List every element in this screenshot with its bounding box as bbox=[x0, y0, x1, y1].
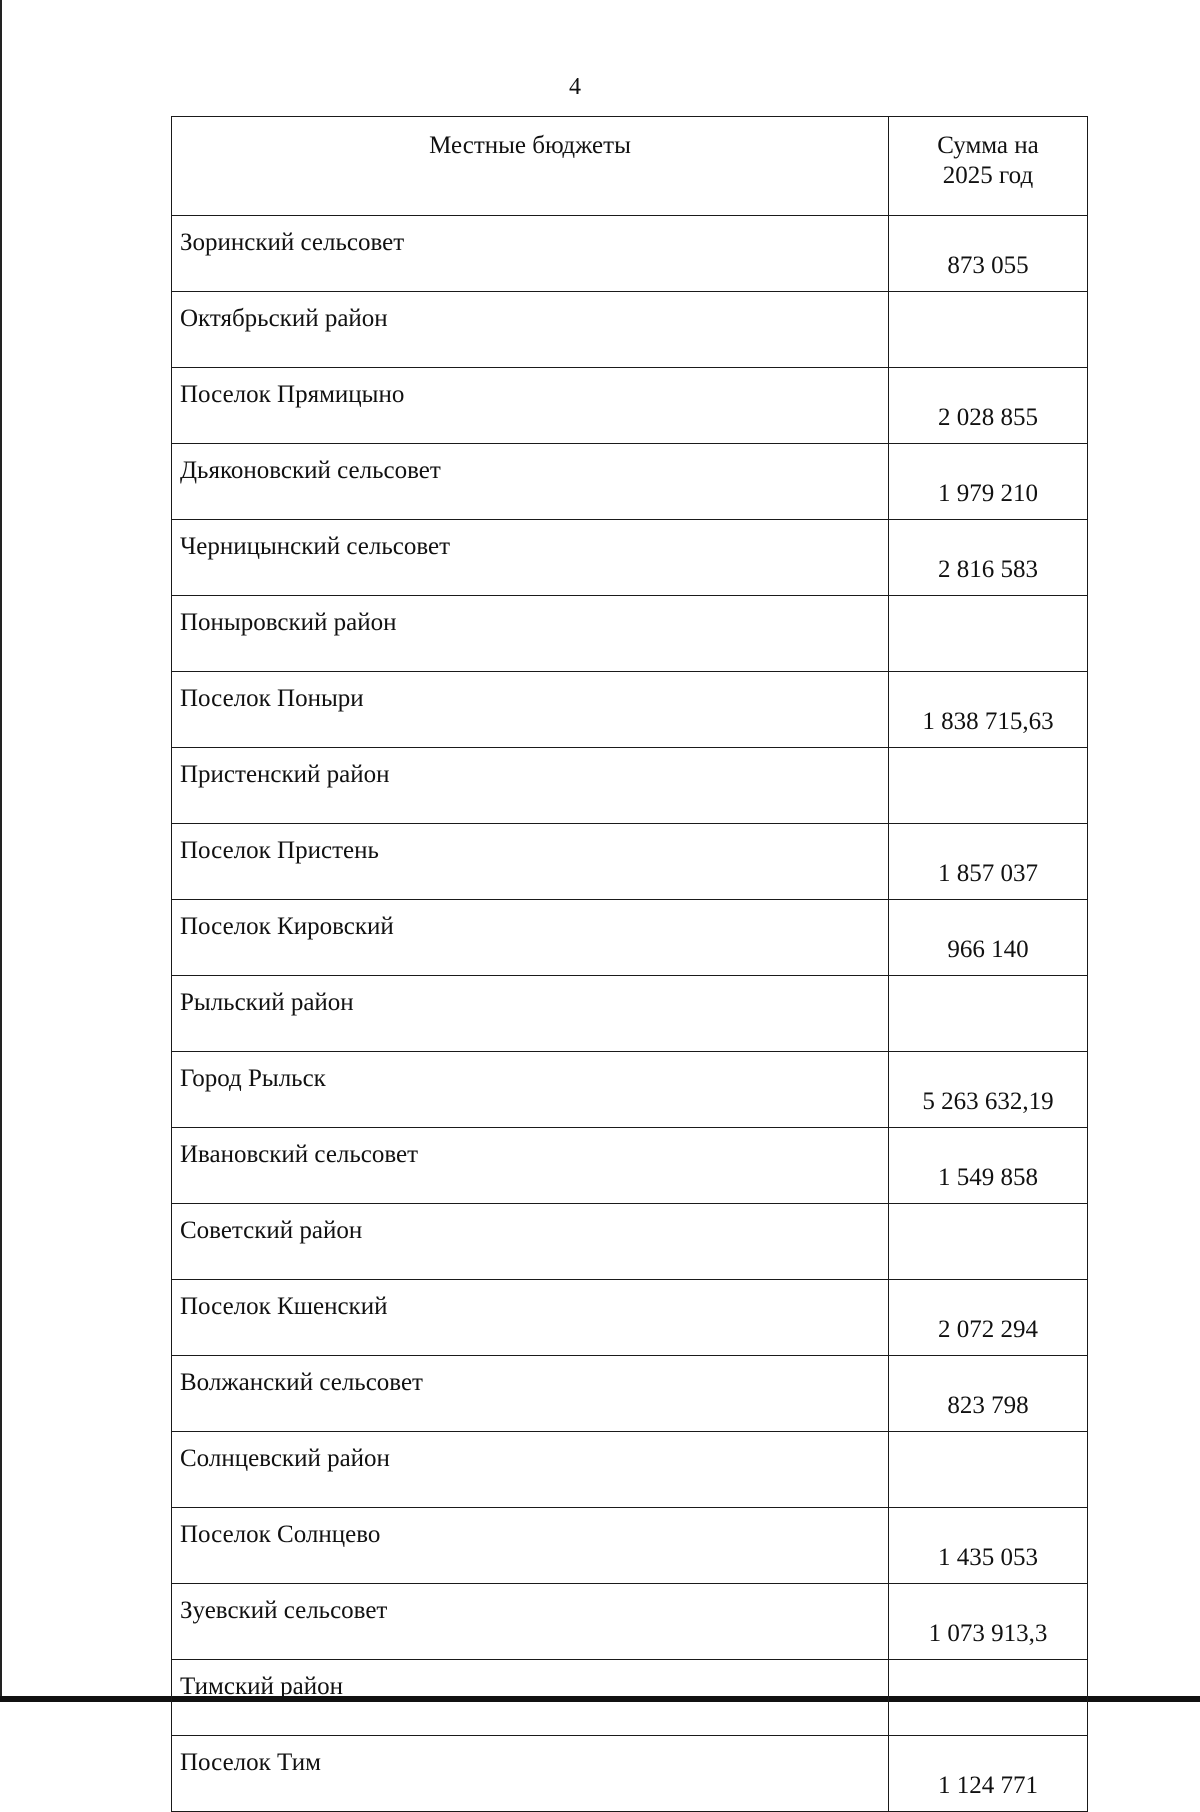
table-row bbox=[172, 900, 1088, 976]
row-sum: 1 838 715,63 bbox=[889, 672, 1088, 748]
row-sum bbox=[889, 1660, 1088, 1736]
row-sum bbox=[889, 292, 1088, 368]
row-name: Поселок Тим bbox=[172, 1736, 889, 1812]
table-row bbox=[172, 672, 1088, 748]
row-sum: 5 263 632,19 bbox=[889, 1052, 1088, 1128]
row-sum: 1 549 858 bbox=[889, 1128, 1088, 1204]
row-sum: 1 857 037 bbox=[889, 824, 1088, 900]
row-sum: 2 816 583 bbox=[889, 520, 1088, 596]
row-sum bbox=[889, 1204, 1088, 1280]
table-row bbox=[172, 976, 1088, 1052]
table-row bbox=[172, 292, 1088, 368]
table-row bbox=[172, 748, 1088, 824]
table-row bbox=[172, 1356, 1088, 1432]
table-row bbox=[172, 216, 1088, 292]
header-sum-line1: Сумма на bbox=[937, 132, 1039, 159]
row-name: Ивановский сельсовет bbox=[172, 1128, 889, 1204]
row-name: Волжанский сельсовет bbox=[172, 1356, 889, 1432]
row-sum: 966 140 bbox=[889, 900, 1088, 976]
row-name: Зоринский сельсовет bbox=[172, 216, 889, 292]
row-sum: 2 072 294 bbox=[889, 1280, 1088, 1356]
row-sum bbox=[889, 976, 1088, 1052]
table-row bbox=[172, 1052, 1088, 1128]
table-row bbox=[172, 1584, 1088, 1660]
row-sum: 1 073 913,3 bbox=[889, 1584, 1088, 1660]
scan-edge-left bbox=[0, 0, 2, 1702]
header-sum-line2: 2025 год bbox=[942, 162, 1034, 189]
row-name: Рыльский район bbox=[172, 976, 889, 1052]
row-name: Поселок Кировский bbox=[172, 900, 889, 976]
page-number: 4 bbox=[569, 74, 581, 100]
row-sum: 1 435 053 bbox=[889, 1508, 1088, 1584]
row-name: Солнцевский район bbox=[172, 1432, 889, 1508]
table-row bbox=[172, 824, 1088, 900]
row-name: Октябрьский район bbox=[172, 292, 889, 368]
header-local-budgets: Местные бюджеты bbox=[172, 117, 889, 216]
table-row bbox=[172, 1736, 1088, 1812]
budget-table bbox=[171, 116, 1088, 1812]
row-sum: 823 798 bbox=[889, 1356, 1088, 1432]
table-row bbox=[172, 444, 1088, 520]
row-name: Черницынский сельсовет bbox=[172, 520, 889, 596]
table-row bbox=[172, 1280, 1088, 1356]
row-sum: 2 028 855 bbox=[889, 368, 1088, 444]
row-name: Поныровский район bbox=[172, 596, 889, 672]
table-row bbox=[172, 596, 1088, 672]
row-name: Город Рыльск bbox=[172, 1052, 889, 1128]
table-row bbox=[172, 1508, 1088, 1584]
row-sum: 1 979 210 bbox=[889, 444, 1088, 520]
row-name: Поселок Поныри bbox=[172, 672, 889, 748]
row-name: Поселок Прямицыно bbox=[172, 368, 889, 444]
table-row bbox=[172, 1204, 1088, 1280]
table-row bbox=[172, 1660, 1088, 1736]
row-name: Зуевский сельсовет bbox=[172, 1584, 889, 1660]
header-sum-2025 bbox=[889, 117, 1088, 216]
table-row bbox=[172, 1128, 1088, 1204]
table-row bbox=[172, 1432, 1088, 1508]
table-header-row bbox=[172, 117, 1088, 216]
row-name: Дьяконовский сельсовет bbox=[172, 444, 889, 520]
table-row bbox=[172, 368, 1088, 444]
row-name: Поселок Солнцево bbox=[172, 1508, 889, 1584]
row-name: Пристенский район bbox=[172, 748, 889, 824]
row-sum bbox=[889, 748, 1088, 824]
row-name: Тимский район bbox=[172, 1660, 889, 1736]
row-sum bbox=[889, 596, 1088, 672]
table-row bbox=[172, 520, 1088, 596]
row-sum: 1 124 771 bbox=[889, 1736, 1088, 1812]
row-sum bbox=[889, 1432, 1088, 1508]
row-sum: 873 055 bbox=[889, 216, 1088, 292]
row-name: Советский район bbox=[172, 1204, 889, 1280]
row-name: Поселок Кшенский bbox=[172, 1280, 889, 1356]
row-name: Поселок Пристень bbox=[172, 824, 889, 900]
